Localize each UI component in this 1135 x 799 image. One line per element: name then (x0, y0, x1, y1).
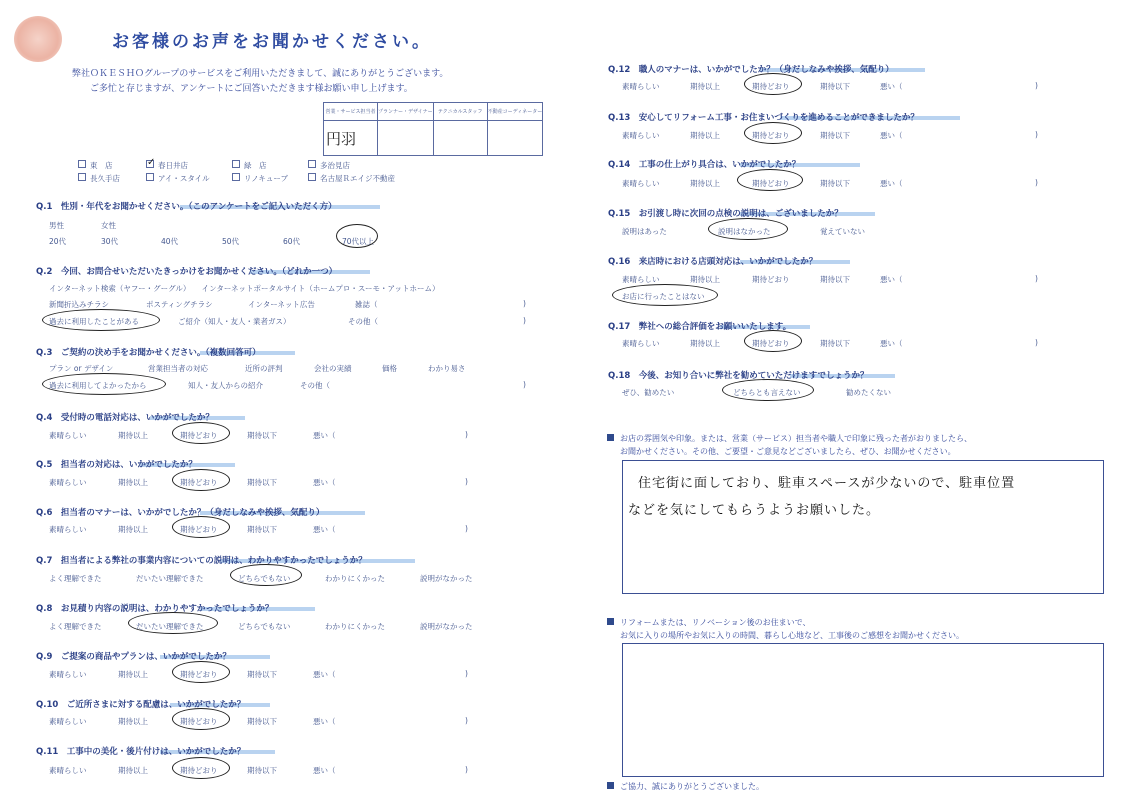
q16-opt-close: ) (1035, 274, 1038, 283)
q2-other-close: ) (523, 316, 526, 325)
q1-male[interactable]: 男性 (49, 221, 64, 230)
q18-answer-circle (722, 379, 814, 401)
comment1-answer-line-2: などを気にしてもらうようお願いした。 (628, 503, 881, 518)
q2-newspaper[interactable]: 新聞折込みチラシ (49, 300, 109, 309)
q8-answer-circle (128, 612, 218, 634)
q16-opt-never-visited[interactable]: お店に行ったことはない (622, 292, 705, 301)
store-renocube[interactable]: リノキューブ (232, 173, 288, 184)
q13-opt-expected[interactable]: 期待どおり (752, 131, 790, 140)
q1-title: Q.1 性別・年代をお聞かせください。（このアンケートをご記入いただく方） (36, 202, 337, 212)
q15-opt-yes[interactable]: 説明はあった (622, 227, 667, 236)
staff-sales-name[interactable]: 円羽 (324, 121, 378, 156)
q3-other[interactable]: その他（ (300, 381, 330, 390)
q12-title: Q.12 職人のマナーは、いかがでしたか？（身だしなみや挨拶、気配り） (608, 65, 894, 75)
q17-opt-bad[interactable]: 悪い（ (880, 339, 903, 348)
store-tajimi[interactable]: 多治見店 (308, 160, 350, 171)
q7-opt-none[interactable]: 説明がなかった (420, 574, 473, 583)
q14-opt-expected[interactable]: 期待どおり (752, 179, 790, 188)
q11-title: Q.11 工事中の美化・後片付けは、いかがでしたか？ (36, 747, 246, 757)
q7-opt-mostly[interactable]: だいたい理解できた (136, 574, 204, 583)
q10-opt-below[interactable]: 期待以下 (247, 717, 277, 726)
staff-planner-name[interactable] (378, 121, 434, 156)
q14-opt-close: ) (1035, 178, 1038, 187)
q2-magazine[interactable]: 雑誌（ (355, 300, 378, 309)
staff-technical-name[interactable] (433, 121, 487, 156)
comment2-box[interactable] (622, 643, 1104, 777)
q9-opt-below[interactable]: 期待以下 (247, 670, 277, 679)
q3-friend[interactable]: 知人・友人からの紹介 (188, 381, 263, 390)
q1-age-50[interactable]: 50代 (222, 237, 240, 246)
q2-other[interactable]: その他（ (348, 317, 378, 326)
q16-opt-expected[interactable]: 期待どおり (752, 275, 790, 284)
q13-title: Q.13 安心してリフォーム工事・お住まいづくりを進めることができましたか？ (608, 113, 919, 123)
q11-opt-great[interactable]: 素晴らしい (49, 766, 87, 775)
comment1-prompt-1: お店の雰囲気や印象。または、営業（サービス）担当者や職人で印象に残った者がおりましたら、 (607, 433, 972, 444)
q1-age-40[interactable]: 40代 (161, 237, 179, 246)
q16-answer-circle (612, 284, 718, 306)
square-bullet-icon (607, 782, 614, 789)
comment2-prompt-2: お気に入りの場所やお気に入りの時間、暮らし心地など、工事後のご感想をお聞かせください。 (620, 631, 964, 640)
q18-title: Q.18 今後、お知り合いに弊社を勧めていただけますでしょうか？ (608, 371, 869, 381)
q12-opt-great[interactable]: 素晴らしい (622, 82, 660, 91)
intro-line-2: ご多忙と存じますが、アンケートにご回答いただきます様お願い申し上げます。 (90, 84, 413, 94)
q13-opt-great[interactable]: 素晴らしい (622, 131, 660, 140)
q5-opt-above[interactable]: 期待以上 (118, 478, 148, 487)
q10-opt-great[interactable]: 素晴らしい (49, 717, 87, 726)
comment1-prompt-2: お聞かせください。その他、ご要望・ご意見などございましたら、ぜひ、お聞かせください。 (620, 447, 956, 456)
q1-answer-circle (336, 224, 378, 248)
q6-opt-above[interactable]: 期待以上 (118, 525, 148, 534)
q10-answer-circle (172, 708, 230, 730)
q9-opt-close: ) (465, 669, 468, 678)
q4-opt-bad[interactable]: 悪い（ (313, 431, 336, 440)
store-kasugai[interactable]: ✓ 春日井店 (147, 157, 188, 170)
q3-other-close: ) (523, 380, 526, 389)
q10-opt-close: ) (465, 716, 468, 725)
q13-opt-below[interactable]: 期待以下 (820, 131, 850, 140)
q1-age-30[interactable]: 30代 (101, 237, 119, 246)
q10-opt-above[interactable]: 期待以上 (118, 717, 148, 726)
q18-opt-yes[interactable]: ぜひ、勧めたい (622, 388, 675, 397)
q17-opt-great[interactable]: 素晴らしい (622, 339, 660, 348)
q5-opt-below[interactable]: 期待以下 (247, 478, 277, 487)
q12-opt-expected[interactable]: 期待どおり (752, 82, 790, 91)
intro-line-1: 弊社ＯＫＥＳＨＯグループのサービスをご利用いただきまして、誠にありがとうございます。 (72, 69, 449, 79)
q10-opt-bad[interactable]: 悪い（ (313, 717, 336, 726)
staff-header-sales: 営業・サービス担当者 (324, 103, 378, 121)
q2-answer-circle (42, 309, 160, 331)
q18-opt-neutral[interactable]: どちらとも言えない (733, 388, 801, 397)
staff-header-realestate: 不動産コーディネーター (487, 103, 543, 121)
q8-title: Q.8 お見積り内容の説明は、わかりやすかったでしょうか？ (36, 604, 274, 614)
q11-answer-circle (172, 757, 230, 779)
store-istyle[interactable]: アイ・スタイル (146, 173, 210, 184)
q7-answer-circle (230, 564, 302, 586)
q4-answer-circle (172, 422, 230, 444)
q14-opt-above[interactable]: 期待以上 (690, 179, 720, 188)
q4-opt-close: ) (465, 430, 468, 439)
comment2-prompt-1: リフォームまたは、リノベーション後のお住まいで、 (607, 617, 810, 628)
q15-opt-forget[interactable]: 覚えていない (820, 227, 865, 236)
q14-opt-great[interactable]: 素晴らしい (622, 179, 660, 188)
q1-age-70[interactable]: 70代以上 (342, 237, 375, 246)
q9-title: Q.9 ご提案の商品やプランは、いかがでしたか？ (36, 652, 231, 662)
q1-female[interactable]: 女性 (101, 221, 116, 230)
q7-opt-neutral[interactable]: どちらでもない (238, 574, 291, 583)
q2-referral[interactable]: ご紹介（知人・友人・業者ガス） (178, 317, 291, 326)
q4-opt-below[interactable]: 期待以下 (247, 431, 277, 440)
q8-opt-none[interactable]: 説明がなかった (420, 622, 473, 631)
q13-opt-above[interactable]: 期待以上 (690, 131, 720, 140)
q2-row1[interactable]: インターネット検索（ヤフー・グーグル） インターネットポータルサイト（ホームプロ・スーモ・アットホーム） (49, 284, 440, 293)
q3-answer-circle (42, 373, 166, 395)
q11-opt-below[interactable]: 期待以下 (247, 766, 277, 775)
store-midori[interactable]: 緑 店 (232, 160, 267, 171)
q5-title: Q.5 担当者の対応は、いかがでしたか？ (36, 460, 197, 470)
q18-opt-no[interactable]: 勧めたくない (846, 388, 891, 397)
q16-opt-bad[interactable]: 悪い（ (880, 275, 903, 284)
q11-opt-expected[interactable]: 期待どおり (180, 766, 218, 775)
q2-posting[interactable]: ポスティングチラシ (146, 300, 213, 309)
q1-age-20[interactable]: 20代 (49, 237, 67, 246)
q12-opt-bad[interactable]: 悪い（ (880, 82, 903, 91)
q3-past-good[interactable]: 過去に利用してよかったから (49, 381, 147, 390)
q3-price[interactable]: 価格 (382, 364, 397, 373)
q11-opt-bad[interactable]: 悪い（ (313, 766, 336, 775)
q2-magazine-close: ) (523, 299, 526, 308)
q12-answer-circle (744, 73, 802, 95)
q5-opt-close: ) (465, 477, 468, 486)
square-bullet-icon (607, 618, 614, 625)
staff-header-planner: プランナー・デザイナー (378, 103, 434, 121)
q2-web-ad[interactable]: インターネット広告 (248, 300, 315, 309)
q7-opt-unclear[interactable]: わかりにくかった (325, 574, 385, 583)
staff-realestate-name[interactable] (487, 121, 543, 156)
q9-opt-above[interactable]: 期待以上 (118, 670, 148, 679)
q6-opt-great[interactable]: 素晴らしい (49, 525, 87, 534)
q9-opt-expected[interactable]: 期待どおり (180, 670, 218, 679)
q16-opt-great[interactable]: 素晴らしい (622, 275, 660, 284)
q1-age-60[interactable]: 60代 (283, 237, 301, 246)
q9-opt-bad[interactable]: 悪い（ (313, 670, 336, 679)
q14-answer-circle (737, 169, 803, 191)
q12-opt-above[interactable]: 期待以上 (690, 82, 720, 91)
q16-title: Q.16 来店時における店頭対応は、いかがでしたか？ (608, 257, 818, 267)
q4-title: Q.4 受付時の電話対応は、いかがでしたか？ (36, 413, 214, 423)
comment1-answer-line-1: 住宅街に面しており、駐車スペースが少ないので、駐車位置 (638, 476, 1016, 491)
q6-opt-close: ) (465, 524, 468, 533)
q5-opt-expected[interactable]: 期待どおり (180, 478, 218, 487)
q6-opt-expected[interactable]: 期待どおり (180, 525, 218, 534)
q16-opt-below[interactable]: 期待以下 (820, 275, 850, 284)
q10-title: Q.10 ご近所さまに対する配慮は、いかがでしたか？ (36, 700, 246, 710)
q9-answer-circle (172, 661, 230, 683)
q6-answer-circle (172, 516, 230, 538)
q4-opt-expected[interactable]: 期待どおり (180, 431, 218, 440)
q5-answer-circle (172, 469, 230, 491)
q17-opt-close: ) (1035, 338, 1038, 347)
q3-record[interactable]: 会社の実績 (314, 364, 352, 373)
q3-plan[interactable]: プラン or デザイン (49, 364, 114, 373)
staff-table (323, 102, 543, 156)
q13-opt-bad[interactable]: 悪い（ (880, 131, 903, 140)
q13-opt-close: ) (1035, 130, 1038, 139)
q12-opt-close: ) (1035, 81, 1038, 90)
q15-title: Q.15 お引渡し時に次回の点検の説明は、ございましたか？ (608, 209, 843, 219)
q2-past-use[interactable]: 過去に利用したことがある (49, 317, 139, 326)
q7-opt-well[interactable]: よく理解できた (49, 574, 102, 583)
q3-sales[interactable]: 営業担当者の対応 (148, 364, 208, 373)
q17-title: Q.17 弊社への総合評価をお願いいたします。 (608, 322, 792, 332)
q3-reputation[interactable]: 近所の評判 (245, 364, 283, 373)
company-stamp (14, 16, 62, 62)
q6-title: Q.6 担当者のマナーは、いかがでしたか？（身だしなみや挨拶、気配り） (36, 508, 325, 518)
q14-opt-bad[interactable]: 悪い（ (880, 179, 903, 188)
q2-title: Q.2 今回、お問合せいただいたきっかけをお聞かせください。（どれか一つ） (36, 267, 338, 277)
q12-opt-below[interactable]: 期待以下 (820, 82, 850, 91)
q9-opt-great[interactable]: 素晴らしい (49, 670, 87, 679)
q17-opt-expected[interactable]: 期待どおり (752, 339, 790, 348)
q10-opt-expected[interactable]: 期待どおり (180, 717, 218, 726)
q3-clarity[interactable]: わかり易さ (428, 364, 466, 373)
q14-opt-below[interactable]: 期待以下 (820, 179, 850, 188)
q5-opt-great[interactable]: 素晴らしい (49, 478, 87, 487)
q17-opt-below[interactable]: 期待以下 (820, 339, 850, 348)
q17-answer-circle (744, 330, 802, 352)
q13-answer-circle (744, 122, 802, 144)
footer-thanks: ご協力、誠にありがとうございました。 (607, 781, 764, 792)
q8-opt-mostly[interactable]: だいたい理解できた (136, 622, 204, 631)
check-mark-icon: ✓ (147, 157, 156, 168)
q11-opt-close: ) (465, 765, 468, 774)
q4-opt-above[interactable]: 期待以上 (118, 431, 148, 440)
square-bullet-icon (607, 434, 614, 441)
q15-answer-circle (708, 218, 788, 240)
q8-opt-unclear[interactable]: わかりにくかった (325, 622, 385, 631)
q4-opt-great[interactable]: 素晴らしい (49, 431, 87, 440)
q8-opt-neutral[interactable]: どちらでもない (238, 622, 291, 631)
store-nagoya-rage[interactable]: 名古屋Ｒエイジ不動産 (308, 173, 395, 184)
q15-opt-no[interactable]: 説明はなかった (718, 227, 771, 236)
q16-opt-above[interactable]: 期待以上 (690, 275, 720, 284)
q8-opt-well[interactable]: よく理解できた (49, 622, 102, 631)
store-east[interactable]: 東 店 (78, 160, 113, 171)
q6-opt-bad[interactable]: 悪い（ (313, 525, 336, 534)
staff-header-technical: テクニカルスタッフ (433, 103, 487, 121)
q11-opt-above[interactable]: 期待以上 (118, 766, 148, 775)
q17-opt-above[interactable]: 期待以上 (690, 339, 720, 348)
q6-opt-below[interactable]: 期待以下 (247, 525, 277, 534)
q3-title: Q.3 ご契約の決め手をお聞かせください。（複数回答可） (36, 348, 261, 358)
page-title: お客様のお声をお聞かせください。 (112, 32, 432, 52)
q7-title: Q.7 担当者による弊社の事業内容についての説明は、わかりやすかったでしょうか？ (36, 556, 367, 566)
store-nagakute[interactable]: 長久手店 (78, 173, 120, 184)
q5-opt-bad[interactable]: 悪い（ (313, 478, 336, 487)
q14-title: Q.14 工事の仕上がり具合は、いかがでしたか？ (608, 160, 801, 170)
